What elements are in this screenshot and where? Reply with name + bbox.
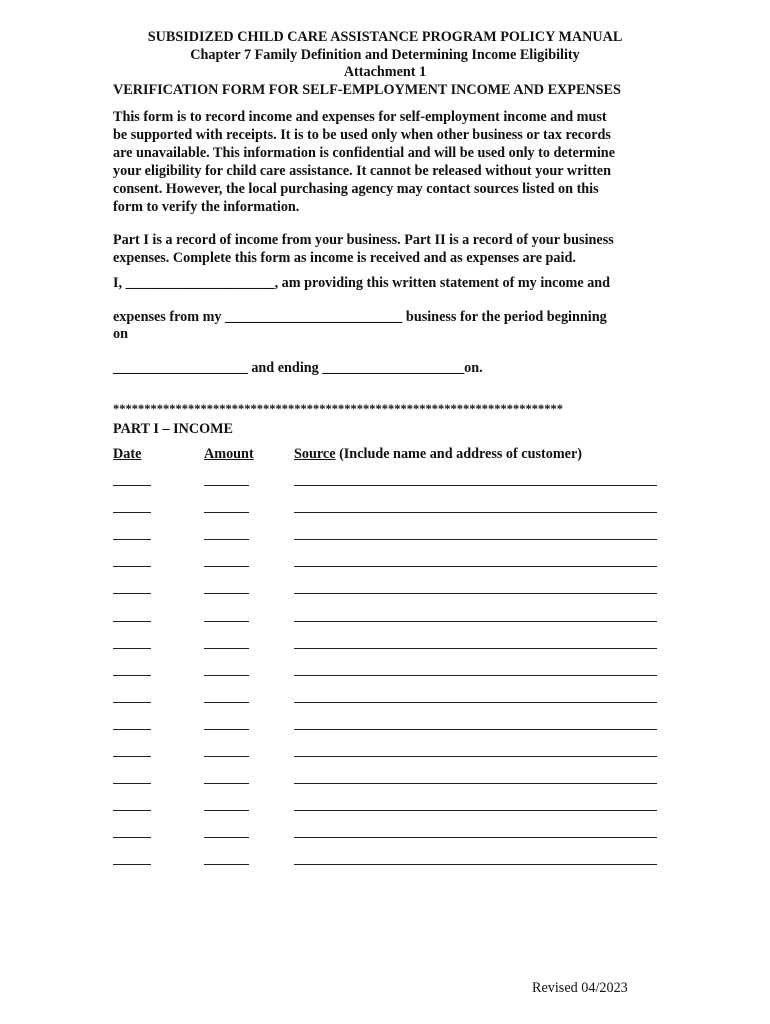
- source-blank[interactable]: [294, 512, 657, 513]
- statement-name-line[interactable]: I, _____________________, am providing this written statement of my income and: [113, 275, 611, 291]
- chapter-title: Chapter 7 Family Definition and Determining Income Eligibility: [190, 46, 580, 63]
- date-blank[interactable]: [113, 810, 151, 811]
- income-row: [0, 648, 770, 649]
- date-blank[interactable]: [113, 702, 151, 703]
- amount-blank[interactable]: [204, 675, 249, 676]
- statement-business-line[interactable]: expenses from my _________________________ business for the period beginning: [113, 309, 607, 325]
- date-blank[interactable]: [113, 593, 151, 594]
- income-row: [0, 729, 770, 730]
- parts-line: expenses. Complete this form as income is received and as expenses are paid.: [113, 250, 576, 266]
- source-blank[interactable]: [294, 648, 657, 649]
- income-row: [0, 702, 770, 703]
- source-blank[interactable]: [294, 675, 657, 676]
- source-blank[interactable]: [294, 566, 657, 567]
- amount-blank[interactable]: [204, 485, 249, 486]
- column-header-date: Date: [113, 446, 142, 462]
- intro-line: consent. However, the local purchasing agency may contact sources listed on this: [113, 181, 599, 197]
- statement-on-label: on: [113, 326, 128, 342]
- intro-paragraph: [113, 108, 615, 216]
- date-blank[interactable]: [113, 648, 151, 649]
- date-blank[interactable]: [113, 566, 151, 567]
- intro-line: form to verify the information.: [113, 199, 300, 215]
- date-blank[interactable]: [113, 512, 151, 513]
- amount-blank[interactable]: [204, 621, 249, 622]
- date-blank[interactable]: [113, 675, 151, 676]
- income-row: [0, 783, 770, 784]
- parts-paragraph: [113, 231, 614, 267]
- amount-blank[interactable]: [204, 512, 249, 513]
- date-blank[interactable]: [113, 837, 151, 838]
- intro-line: are unavailable. This information is confidential and will be used only to determine: [113, 145, 615, 161]
- date-blank[interactable]: [113, 539, 151, 540]
- source-blank[interactable]: [294, 837, 657, 838]
- amount-blank[interactable]: [204, 539, 249, 540]
- column-header-amount: Amount: [204, 446, 254, 462]
- income-row: [0, 837, 770, 838]
- date-blank[interactable]: [113, 864, 151, 865]
- source-blank[interactable]: [294, 621, 657, 622]
- source-blank[interactable]: [294, 593, 657, 594]
- amount-blank[interactable]: [204, 648, 249, 649]
- form-title: VERIFICATION FORM FOR SELF-EMPLOYMENT INCOME AND EXPENSES: [113, 82, 621, 98]
- parts-line: Part I is a record of income from your business. Part II is a record of your business: [113, 232, 614, 248]
- date-blank[interactable]: [113, 485, 151, 486]
- separator: ************************************************************************: [113, 402, 563, 416]
- income-row: [0, 593, 770, 594]
- income-row: [0, 756, 770, 757]
- income-row: [0, 864, 770, 865]
- amount-blank[interactable]: [204, 756, 249, 757]
- date-blank[interactable]: [113, 756, 151, 757]
- intro-line: be supported with receipts. It is to be used only when other business or tax records: [113, 127, 611, 143]
- income-row: [0, 512, 770, 513]
- income-row: [0, 485, 770, 486]
- amount-blank[interactable]: [204, 702, 249, 703]
- date-blank[interactable]: [113, 729, 151, 730]
- source-blank[interactable]: [294, 702, 657, 703]
- amount-blank[interactable]: [204, 566, 249, 567]
- income-row: [0, 566, 770, 567]
- amount-blank[interactable]: [204, 864, 249, 865]
- source-blank[interactable]: [294, 756, 657, 757]
- part1-title: PART I – INCOME: [113, 421, 233, 437]
- income-row: [0, 621, 770, 622]
- intro-line: your eligibility for child care assistance. It cannot be released without your written: [113, 163, 611, 179]
- source-blank[interactable]: [294, 729, 657, 730]
- amount-blank[interactable]: [204, 729, 249, 730]
- amount-blank[interactable]: [204, 783, 249, 784]
- income-row: [0, 675, 770, 676]
- document-header: [100, 29, 670, 82]
- date-blank[interactable]: [113, 783, 151, 784]
- manual-title: SUBSIDIZED CHILD CARE ASSISTANCE PROGRAM POLICY MANUAL: [147, 29, 623, 45]
- attachment-label: Attachment 1: [343, 64, 427, 80]
- source-blank[interactable]: [294, 864, 657, 865]
- column-header-source: [294, 446, 582, 463]
- intro-line: This form is to record income and expenses for self-employment income and must: [113, 109, 607, 125]
- revision-date: Revised 04/2023: [532, 980, 628, 996]
- statement-period-line[interactable]: ___________________ and ending ____________________on.: [113, 360, 483, 376]
- amount-blank[interactable]: [204, 810, 249, 811]
- source-note: (Include name and address of customer): [335, 446, 582, 462]
- date-blank[interactable]: [113, 621, 151, 622]
- source-label: Source: [294, 446, 336, 462]
- source-blank[interactable]: [294, 539, 657, 540]
- amount-blank[interactable]: [204, 837, 249, 838]
- income-row: [0, 539, 770, 540]
- amount-blank[interactable]: [204, 593, 249, 594]
- source-blank[interactable]: [294, 485, 657, 486]
- source-blank[interactable]: [294, 810, 657, 811]
- source-blank[interactable]: [294, 783, 657, 784]
- income-row: [0, 810, 770, 811]
